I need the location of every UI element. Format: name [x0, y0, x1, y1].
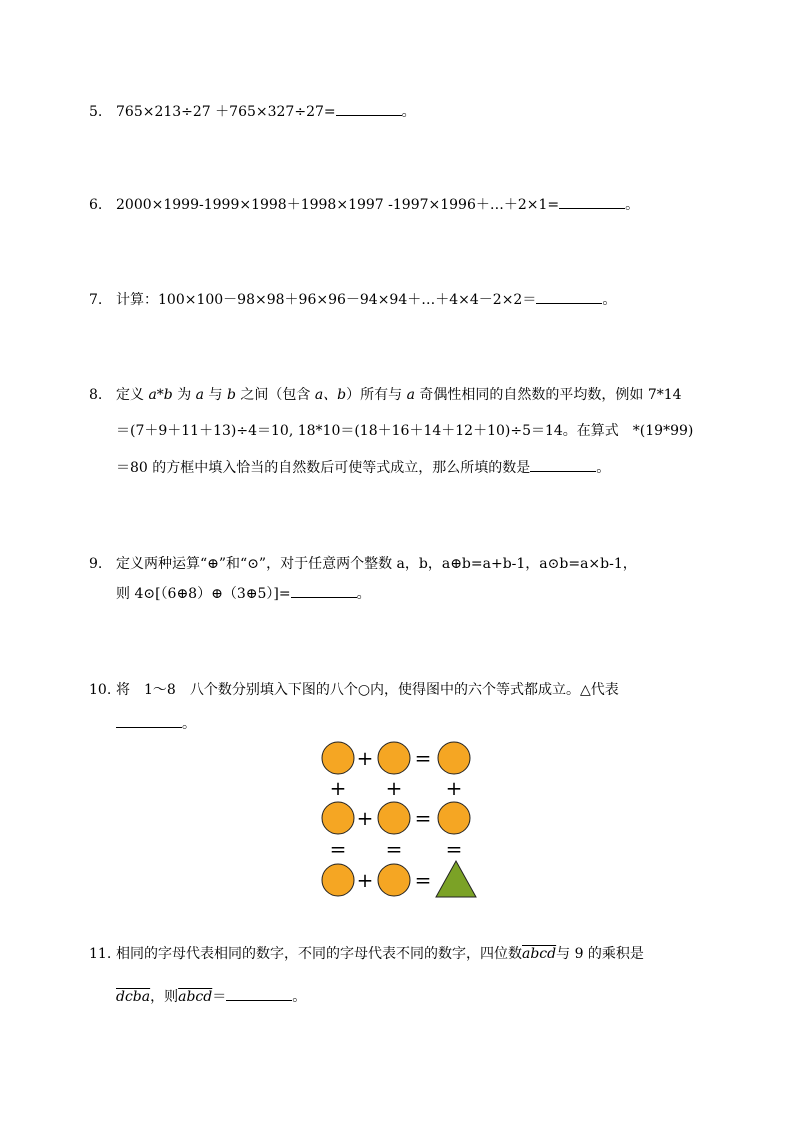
question-9-line-2: [116, 582, 371, 606]
punct: 。: [596, 460, 611, 476]
plus-sign: +: [356, 868, 374, 892]
q8-text: 之间（包含: [235, 387, 315, 403]
answer-blank[interactable]: [291, 583, 357, 598]
q11-text: ，则: [150, 989, 179, 1005]
question-text: 定义两种运算“⊕”和“⊙”，对于任意两个整数 a，b，a⊕b=a+b-1，a⊙b=a×b-1，: [116, 556, 637, 572]
question-text: 将 1～8 八个数分别填入下图的八个○内，使得图中的六个等式都成立。△代表: [116, 682, 619, 698]
circle-r1c1[interactable]: [322, 742, 354, 774]
question-8-line-2: ＝(7＋9＋11＋13)÷4＝10, 18*10＝(18＋16＋14＋12＋10)÷5＝14。在算式 *(19*99): [116, 423, 694, 439]
question-10-line-2: [116, 712, 196, 736]
overline-abcd: abcd: [178, 989, 213, 1005]
plus-sign: +: [356, 746, 374, 770]
answer-blank[interactable]: [336, 101, 402, 116]
plus-sign: +: [329, 776, 347, 800]
q8-text: 定义: [116, 387, 149, 403]
q8-text: 为: [172, 387, 196, 403]
question-number: 7.: [89, 292, 103, 308]
punct: 。: [401, 104, 416, 120]
equals-sign: =: [414, 806, 432, 830]
punct: 。: [625, 197, 640, 213]
circle-r2c3[interactable]: [438, 802, 470, 834]
question-5: [89, 100, 729, 124]
q8-text: 奇偶性相同的自然数的平均数，例如 7*14: [414, 387, 682, 403]
equals-sign: =: [445, 837, 463, 861]
circle-r2c2[interactable]: [378, 802, 410, 834]
plus-sign: +: [385, 776, 403, 800]
answer-blank[interactable]: [226, 986, 292, 1001]
question-text: 计算：100×100－98×98＋96×96－94×94＋…＋4×4－2×2＝: [116, 292, 537, 308]
question-number: 6.: [89, 197, 103, 213]
circle-r1c2[interactable]: [378, 742, 410, 774]
question-number: 11.: [89, 946, 112, 962]
question-number: 10.: [89, 682, 112, 698]
circle-r2c1[interactable]: [322, 802, 354, 834]
plus-sign: +: [356, 806, 374, 830]
q8-text: ＝80 的方框中填入恰当的自然数后可使等式成立，那么所填的数是: [116, 460, 531, 476]
answer-blank[interactable]: [530, 457, 596, 472]
equals-sign: =: [414, 746, 432, 770]
answer-blank[interactable]: [559, 194, 625, 209]
q11-text: 相同的字母代表相同的数字，不同的字母代表不同的数字，四位数: [116, 946, 522, 962]
punct: 。: [356, 586, 371, 602]
plus-sign: +: [445, 776, 463, 800]
equals-sign: =: [329, 837, 347, 861]
q8-var: a*b: [148, 387, 173, 403]
circle-r1c3[interactable]: [438, 742, 470, 774]
question-11: [89, 942, 729, 966]
q8-text: 与: [204, 387, 227, 403]
answer-blank[interactable]: [536, 289, 602, 304]
q8-var: a、b: [314, 387, 347, 403]
punct: 。: [182, 716, 196, 732]
triangle-shape[interactable]: [436, 861, 476, 897]
question-7: [89, 288, 729, 312]
punct: 。: [602, 292, 617, 308]
overline-abcd: abcd: [522, 946, 557, 962]
question-10: [89, 678, 729, 702]
q8-var: a: [406, 387, 415, 403]
question-text: 765×213÷27 ＋765×327÷27=: [116, 104, 336, 120]
punct: 。: [292, 989, 307, 1005]
question-number: 9.: [89, 556, 103, 572]
question-number: 5.: [89, 104, 103, 120]
q11-text: ＝: [212, 989, 227, 1005]
q8-var: b: [226, 387, 236, 403]
equals-sign: =: [414, 868, 432, 892]
question-6: [89, 193, 729, 217]
circle-r3c2[interactable]: [378, 864, 410, 896]
answer-blank[interactable]: [116, 713, 182, 728]
q8-var: a: [195, 387, 205, 403]
q11-text: 与 9 的乘积是: [556, 946, 644, 962]
question-11-line-2: [116, 985, 306, 1009]
question-8-line-3: [116, 456, 610, 480]
equals-sign: =: [385, 837, 403, 861]
question-text: 2000×1999-1999×1998＋1998×1997 -1997×1996＋…＋2×1=: [116, 197, 560, 213]
equation-grid-figure: [318, 738, 488, 908]
circle-r3c1[interactable]: [322, 864, 354, 896]
question-9: [89, 552, 729, 576]
overline-dcba: dcba: [116, 989, 151, 1005]
q8-text: ）所有与: [346, 387, 407, 403]
q9-text: 则 4⊙[（6⊕8）⊕（3⊕5）]=: [116, 586, 291, 602]
question-8: [89, 383, 729, 407]
question-number: 8.: [89, 387, 103, 403]
